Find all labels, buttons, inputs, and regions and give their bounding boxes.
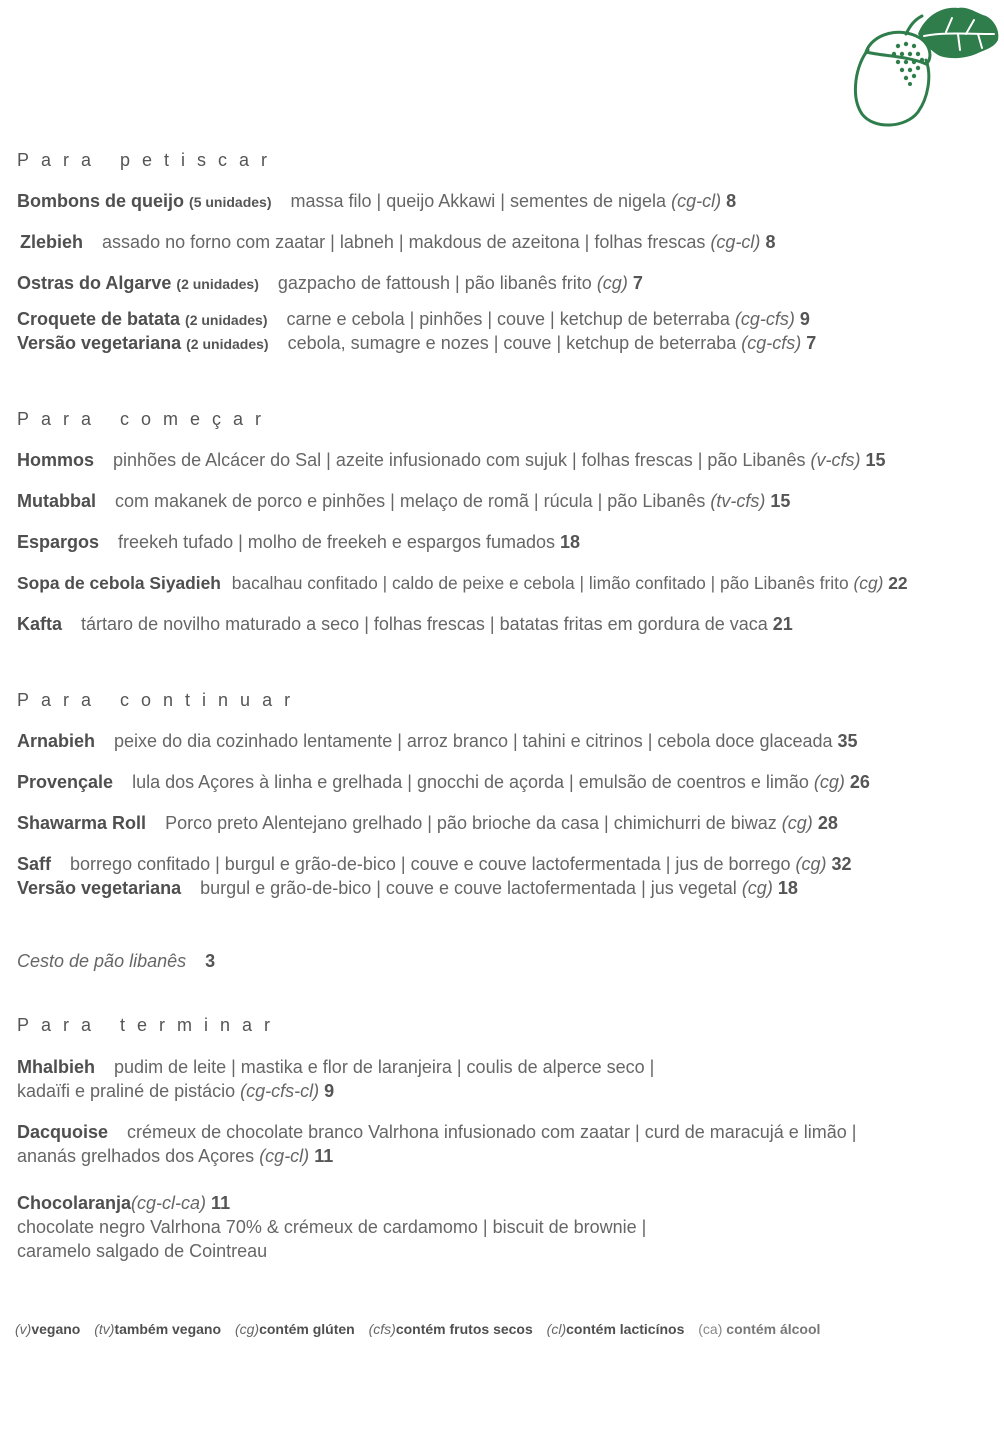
item-price: 15	[770, 491, 791, 511]
legend-label: vegano	[31, 1321, 81, 1337]
item-allergens: (cg-cfs)	[734, 309, 795, 329]
item-price: 9	[324, 1081, 335, 1101]
legend-code: (cg)	[234, 1321, 260, 1337]
item-price: 32	[831, 854, 852, 874]
item-name: Ostras do Algarve	[17, 273, 172, 293]
menu-item-continuation	[17, 1079, 334, 1103]
item-description: peixe do dia cozinhado lentamente | arroz branco | tahini e citrinos | cebola doce glaceada	[114, 731, 833, 751]
item-allergens: (cg)	[741, 878, 773, 898]
item-description: kadaïfi e praliné de pistácio	[17, 1081, 236, 1101]
item-allergens: (cg-cl)	[259, 1146, 310, 1166]
menu-item-continuation	[17, 1215, 646, 1239]
item-description: crémeux de chocolate branco Valrhona infusionado com zaatar | curd de maracujá e limão |	[127, 1122, 857, 1142]
acorn-logo-icon	[848, 4, 1000, 128]
item-description: carne e cebola | pinhões | couve | ketchup de beterraba	[286, 309, 730, 329]
item-name: Zlebieh	[20, 232, 84, 252]
item-description: massa filo | queijo Akkawi | sementes de nigela	[290, 191, 667, 211]
menu-item	[17, 729, 858, 753]
menu-item	[17, 530, 580, 554]
item-allergens: (tv-cfs)	[710, 491, 766, 511]
item-price: 18	[777, 878, 798, 898]
item-price: 11	[211, 1193, 231, 1213]
item-name: Mhalbieh	[17, 1057, 96, 1077]
menu-item	[17, 1120, 856, 1144]
item-description: tártaro de novilho maturado a seco | folhas frescas | batatas fritas em gordura de vaca	[81, 614, 768, 634]
section-title-continuar: Para continuar	[17, 690, 303, 710]
item-allergens: (cg)	[813, 772, 845, 792]
item-price: 9	[799, 309, 810, 329]
menu-item	[17, 331, 816, 356]
item-description: lula dos Açores à linha e grelhada | gnocchi de açorda | emulsão de coentros e limão	[132, 772, 809, 792]
menu-item	[17, 811, 838, 835]
item-description: cebola, sumagre e nozes | couve | ketchup de beterraba	[287, 333, 737, 353]
item-description: pinhões de Alcácer do Sal | azeite infusionado com sujuk | folhas frescas | pão Libanês	[113, 450, 806, 470]
item-quantity: (2 unidades)	[186, 336, 269, 352]
item-name: Versão vegetariana	[17, 878, 182, 898]
item-description: freekeh tufado | molho de freekeh e espargos fumados	[118, 532, 555, 552]
item-quantity: (2 unidades)	[185, 312, 268, 328]
menu-item-continuation	[17, 1144, 333, 1168]
item-allergens: (v-cfs)	[810, 450, 861, 470]
item-allergens: (cg)	[781, 813, 813, 833]
item-name: Hommos	[17, 450, 95, 470]
item-description: pudim de leite | mastika e flor de laranjeira | coulis de alperce seco |	[114, 1057, 655, 1077]
item-price: 11	[314, 1146, 334, 1166]
item-name: Croquete de batata	[17, 309, 181, 329]
item-price: 35	[837, 731, 858, 751]
item-price: 21	[772, 614, 793, 634]
item-description: borrego confitado | burgul e grão-de-bico | couve e couve lactofermentada | jus de borrego	[70, 854, 791, 874]
legend-label: contém glúten	[259, 1321, 355, 1337]
item-quantity: (2 unidades)	[176, 276, 259, 292]
item-name: Mutabbal	[17, 491, 96, 511]
legend-label: contém frutos secos	[395, 1321, 533, 1337]
legend-code: (ca)	[698, 1321, 723, 1337]
section-title-petiscar: Para petiscar	[17, 150, 280, 170]
item-description: bacalhau confitado | caldo de peixe e cebola | limão confitado | pão Libanês frito	[231, 573, 849, 593]
menu-item	[17, 1191, 230, 1215]
item-name: Chocolaranja	[17, 1193, 132, 1213]
item-description: gazpacho de fattoush | pão libanês frito	[277, 273, 592, 293]
menu-item	[17, 189, 736, 214]
item-price: 3	[205, 951, 216, 971]
menu-item	[17, 489, 790, 513]
item-allergens: (cg-cfs)	[741, 333, 802, 353]
item-name: Provençale	[17, 772, 114, 792]
menu-item	[17, 448, 886, 472]
item-allergens: (cg-cl)	[710, 232, 761, 252]
item-description: burgul e grão-de-bico | couve e couve lactofermentada | jus vegetal	[200, 878, 737, 898]
menu-item-continuation	[17, 1239, 267, 1263]
item-description: com makanek de porco e pinhões | melaço de romã | rúcula | pão Libanês	[115, 491, 706, 511]
item-name: Versão vegetariana	[17, 333, 182, 353]
item-price: 7	[632, 273, 643, 293]
item-name: Cesto de pão libanês	[17, 951, 187, 971]
item-allergens: (cg)	[853, 573, 884, 593]
menu-item	[17, 770, 870, 794]
menu-item	[17, 1055, 654, 1079]
item-allergens: (cg-cfs-cl)	[240, 1081, 320, 1101]
menu-item	[20, 230, 775, 254]
item-name: Saff	[17, 854, 52, 874]
bread-basket-item	[17, 949, 215, 973]
item-allergens: (cg)	[795, 854, 827, 874]
item-name: Dacquoise	[17, 1122, 109, 1142]
item-description: Porco preto Alentejano grelhado | pão brioche da casa | chimichurri de biwaz	[165, 813, 777, 833]
item-name: Espargos	[17, 532, 100, 552]
legend-label: contém álcool	[726, 1321, 821, 1337]
menu-item	[17, 876, 798, 900]
legend-code: (tv)	[94, 1321, 115, 1337]
item-description: caramelo salgado de Cointreau	[17, 1241, 268, 1261]
legend-code: (v)	[15, 1321, 32, 1337]
menu-item	[17, 571, 908, 595]
item-description: assado no forno com zaatar | labneh | makdous de azeitona | folhas frescas	[102, 232, 706, 252]
menu-item	[17, 271, 643, 296]
item-price: 8	[726, 191, 737, 211]
item-allergens: (cg-cl-ca)	[131, 1193, 207, 1213]
menu-item	[17, 852, 852, 876]
legend-code: (cfs)	[368, 1321, 396, 1337]
item-price: 18	[560, 532, 581, 552]
legend-code: (cl)	[546, 1321, 567, 1337]
item-price: 8	[765, 232, 776, 252]
item-name: Kafta	[17, 614, 63, 634]
item-price: 28	[817, 813, 838, 833]
item-price: 7	[806, 333, 817, 353]
item-allergens: (cg-cl)	[671, 191, 722, 211]
menu-item	[17, 307, 810, 332]
allergen-legend	[15, 1319, 820, 1339]
item-price: 26	[849, 772, 870, 792]
item-allergens: (cg)	[596, 273, 628, 293]
item-name: Sopa de cebola Siyadieh	[17, 573, 221, 593]
item-name: Shawarma Roll	[17, 813, 147, 833]
item-description: chocolate negro Valrhona 70% & crémeux de cardamomo | biscuit de brownie |	[17, 1217, 647, 1237]
legend-label: também vegano	[114, 1321, 222, 1337]
legend-label: contém lacticínos	[566, 1321, 685, 1337]
item-price: 15	[865, 450, 886, 470]
menu-item	[17, 612, 793, 636]
item-name: Bombons de queijo	[17, 191, 185, 211]
item-name: Arnabieh	[17, 731, 96, 751]
item-quantity: (5 unidades)	[189, 194, 272, 210]
section-title-terminar: Para terminar	[17, 1015, 283, 1035]
item-price: 22	[888, 573, 908, 593]
section-title-comecar: Para começar	[17, 409, 274, 429]
item-description: ananás grelhados dos Açores	[17, 1146, 255, 1166]
